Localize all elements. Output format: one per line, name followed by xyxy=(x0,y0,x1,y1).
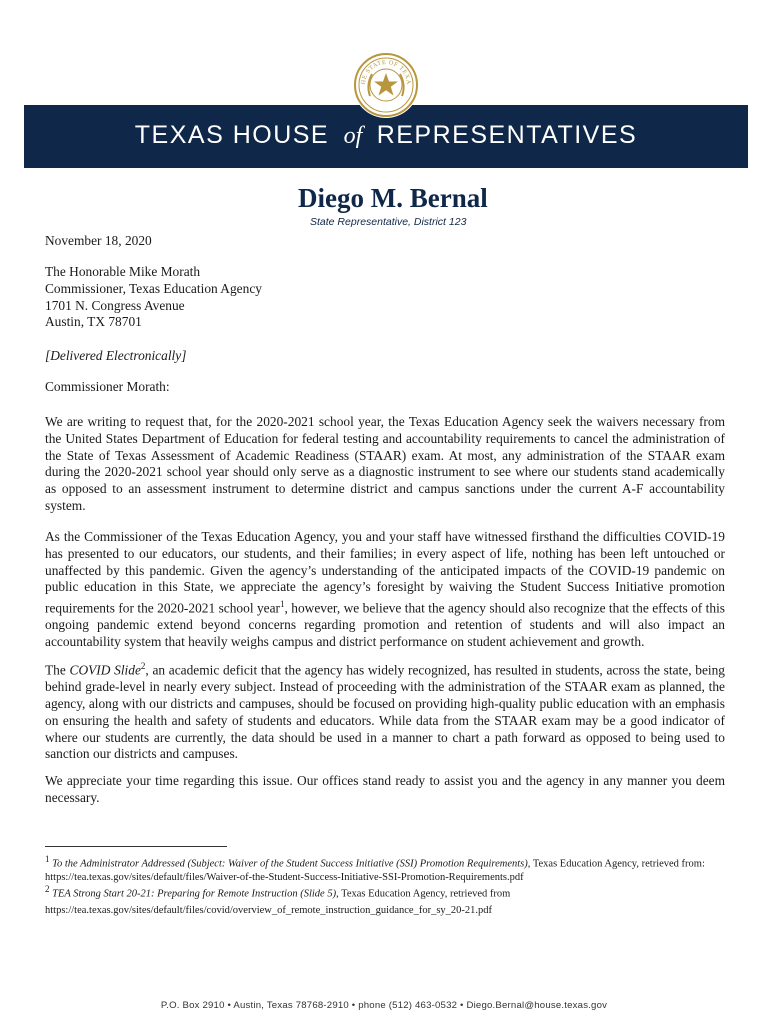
house-title xyxy=(24,121,748,150)
salutation: Commissioner Morath: xyxy=(45,379,170,394)
representative-title: State Representative, District 123 xyxy=(310,216,467,228)
covid-slide-term: COVID Slide xyxy=(69,662,141,678)
letter-date: November 18, 2020 xyxy=(45,233,152,248)
address-line: Austin, TX 78701 xyxy=(45,314,142,330)
paragraph-3-text: , an academic deficit that the agency has widely recognized, has resulted in students, across the state, being behind grade-level in nearly every subject. Instead of proceeding with the administration of the STAAR exam as planned, the agency, along with our districts and campuses, should be focused on providing high-quality public education with an emphasis on ensuring the health and safety of students and educators. While data from the STAAR exam may be a good indicator of where our students are currently, the data should be used in a manner to chart a path forward as opposed to being used to sanction our districts and campuses. xyxy=(45,662,725,762)
paragraph-3 xyxy=(45,658,725,763)
footnote-ref-1: 1 xyxy=(280,599,285,610)
house-title-post: REPRESENTATIVES xyxy=(376,121,638,149)
address-line: The Honorable Mike Morath xyxy=(45,264,201,279)
paragraph-4: We appreciate your time regarding this issue. Our offices stand ready to assist you and the agency in any manner you deem necessary. xyxy=(45,773,725,805)
footnote-number: 1 xyxy=(45,854,50,864)
address-line: Commissioner, Texas Education Agency xyxy=(45,280,262,296)
footnote-2-url[interactable]: https://tea.texas.gov/sites/default/files/covid/overview_of_remote_instruction_guidance_for_sy_20-21.pdf xyxy=(45,905,493,916)
footnote-1 xyxy=(45,853,725,884)
paragraph-2-text: As the Commissioner of the Texas Education Agency, you and your staff have witnessed firsthand the difficulties COVID-19 has presented to our educators, our students, and their families; in every aspect of life, nothing has been left untouched or unaffected by this pandemic. Given the agency’s understanding of the anticipated impacts of the COVID-19 pandemic on public education in this State, we appreciate the agency’s foresight by waiving the Student Success Initiative promotion requirements for the 2020-2021 school year xyxy=(45,529,725,616)
paragraph-1: We are writing to request that, for the 2020-2021 school year, the Texas Education Agency seek the waivers necessary from the United States Department of Education for federal testing and accountability requirements to cancel the administration of the State of Texas Assessment of Academic Readiness (STAAR) exam. At most, any administration of the STAAR exam during the 2020-2021 school year should only serve as a diagnostic instrument to see where our students stand academically as opposed to an assessment instrument to determine district and campus sanctions under the current A-F accountability system. xyxy=(45,414,725,513)
footnote-ref-2: 2 xyxy=(140,661,146,671)
footnote-2 xyxy=(45,883,725,901)
delivery-note: [Delivered Electronically] xyxy=(45,348,187,363)
svg-text:THE STATE OF TEXAS: HE STATE OF TEXA xyxy=(359,58,413,86)
footnote-divider xyxy=(45,846,227,847)
page-footer: P.O. Box 2910 • Austin, Texas 78768-2910 • phone (512) 463-0532 • Diego.Bernal@house.texas.gov xyxy=(160,1000,608,1011)
representative-name: Diego M. Bernal xyxy=(298,183,488,213)
paragraph-2 xyxy=(45,529,725,651)
recipient-address xyxy=(45,264,725,331)
paragraph-3-the: The xyxy=(45,662,70,678)
footnote-title: TEA Strong Start 20-21: Preparing for Remote Instruction (Slide 5) xyxy=(52,888,337,900)
footnote-title: To the Administrator Addressed (Subject: Waiver of the Student Success Initiative (SSI) Promotion Requirements) xyxy=(52,858,528,870)
footnote-source: , Texas Education Agency, retrieved from xyxy=(336,888,511,900)
texas-seal-icon xyxy=(353,52,419,118)
house-title-of: of xyxy=(343,123,363,149)
paragraph-2-text-cont: , however, we believe that the agency should also recognize that the effects of this ongoing pandemic extend beyond concerns regarding promotion and retention of students and will also impact an accountability system that heavily weighs campus and district performance on student achievement and growth. xyxy=(45,600,725,650)
address-line: 1701 N. Congress Avenue xyxy=(45,297,185,313)
footnote-number: 2 xyxy=(45,884,50,894)
house-title-pre: TEXAS HOUSE xyxy=(134,121,330,149)
footnote-source: , Texas Education Agency, retrieved from: https://tea.texas.gov/sites/default/files/Waiver-of-the-Student-Success-Initiative-SSI-Promotion-Requirements.pdf xyxy=(45,858,705,883)
